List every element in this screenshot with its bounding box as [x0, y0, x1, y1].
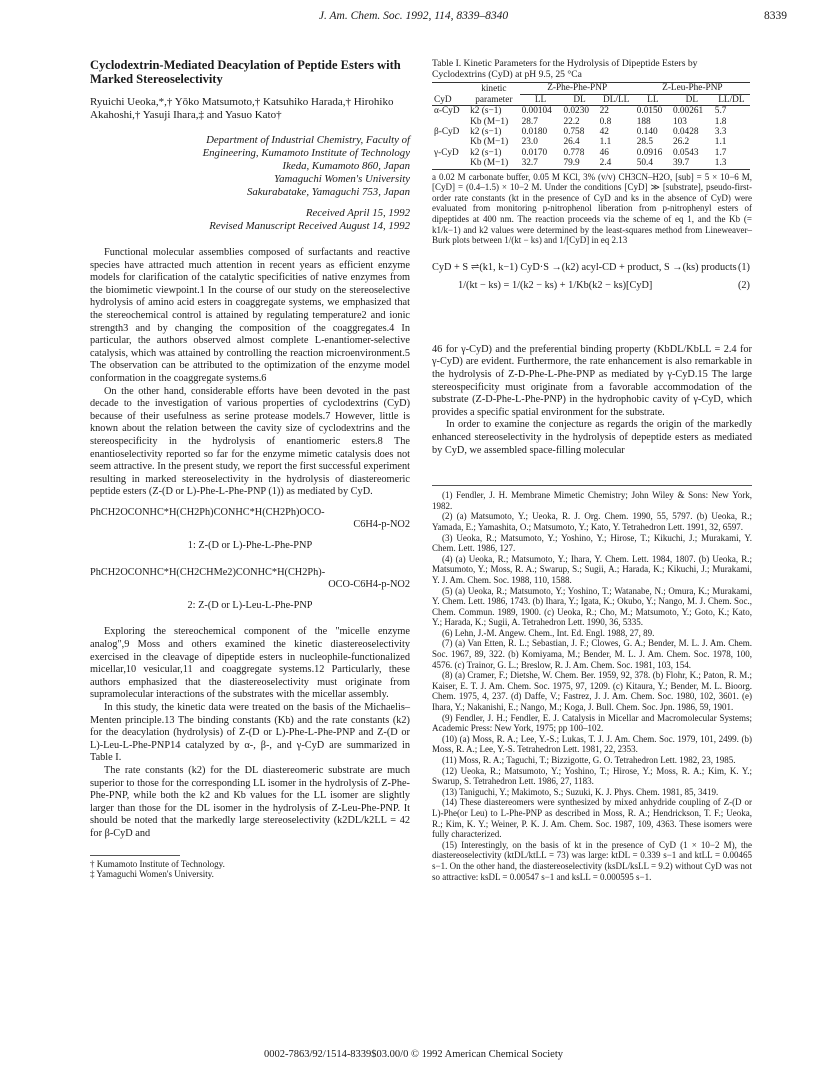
footnote-rule: [90, 855, 180, 856]
affiliation-line: Engineering, Kumamoto Institute of Technology: [202, 147, 410, 159]
table-cell: β-CyD: [434, 127, 460, 138]
body-paragraph: 46 for γ-CyD) and the preferential binding property (KbDL/KbLL = 2.4 for γ-CyD) are evident. Furthermore, the rate enhancement is also remarkable in the hydrolysis of Z-D-Phe-L-Phe-PNP as mediated by γ-CyD.15 The large stereospecificity must originate from a favorable accommodation of the substrate (Z-D-Phe-L-Phe-PNP) in the hydrophobic cavity of γ-CyD, which provides a specific spatial environment for the substrate.: [432, 343, 752, 418]
journal-citation: J. Am. Chem. Soc. 1992, 114, 8339–8340: [318, 10, 509, 22]
table-cell: 39.7: [671, 158, 713, 169]
table-header-cyd: [432, 83, 468, 94]
received-dates: [90, 207, 410, 233]
reference-item: (2) (a) Matsumoto, Y.; Ueoka, R. J. Org. Chem. 1990, 55, 5797. (b) Ueoka, R.; Yamada, E.; Yamashita, O.; Matsumoto, Y.; Kato, Y. Tetrahedron Lett. 1991, 32, 6597.: [432, 511, 752, 532]
structural-formula-1: [90, 507, 410, 532]
reference-item: (4) (a) Ueoka, R.; Matsumoto, Y.; Ihara, Y. Chem. Lett. 1984, 1807. (b) Ueoka, R.; Matsumoto, Y.; Moss, R. A.; Swarup, S.; Sugii, A.; Harada, K.; Kikuchi, J.; Murakami, Y. J. Am. Chem. Soc. 1988, 110, 1588.: [432, 553, 752, 585]
reference-item: (12) Ueoka, R.; Matsumoto, Y.; Yoshino, T.; Hirose, Y.; Moss, R. A.; Kim, K. Y.; Swarup, S. Tetrahedron Lett. 1986, 27, 1183.: [432, 765, 752, 787]
table-cell: 1.8: [714, 116, 727, 127]
body-paragraph: The rate constants (k2) for the DL diastereomeric substrate are much superior to those for the corresponding LL isomer in the hydrolysis of Z-Phe-Phe-PNP, while both the k2 and Kb values for the LL isomer are slightly larger than those for the DL isomer in the hydrolysis of Z-Leu-Phe-PNP. It should be noted that the markedly large stereoselectivity (k2DL/k2LL = 42 for β-CyD and: [90, 764, 410, 839]
table-cell: 0.0543: [672, 147, 699, 158]
formula-line: OCO-C6H4-p-NO2: [328, 579, 410, 591]
right-column: [432, 58, 752, 882]
table-cell: 0.758: [563, 127, 585, 138]
reference-item: (10) (a) Moss, R. A.; Lee, Y.-S.; Lukas, T. J. J. Am. Chem. Soc. 1979, 101, 2499. (b) Moss, R. A.; Lee, Y.-S. Tetrahedron Lett. 1981, 22, 2353.: [432, 733, 752, 755]
compound-label-1: 1: Z-(D or L)-Phe-L-Phe-PNP: [187, 540, 313, 552]
table-cell: 5.7: [714, 106, 727, 117]
structural-formula-2: [90, 567, 410, 592]
formula-line: C6H4-p-NO2: [353, 519, 410, 531]
table-cell: 2.4: [598, 158, 635, 169]
table-cell: [432, 158, 468, 169]
table-subheader: DL/LL: [598, 94, 635, 105]
table-cell: Kb (M−1): [468, 158, 519, 169]
affiliation-line: Sakurabatake, Yamaguchi 753, Japan: [246, 186, 410, 198]
table-cell: 1.3: [713, 158, 750, 169]
table-cell: 0.00261: [672, 106, 704, 117]
table-header-kinetic: kinetic: [468, 83, 519, 94]
equation-text: 1/(kt − ks) = 1/(k2 − ks) + 1/Kb(k2 − ks)[CyD]: [458, 279, 653, 291]
body-paragraph: On the other hand, considerable efforts have been devoted in the past decade to the investigation of various properties of cyclodextrins (CyD) because of their usefulness as serine protease models.7 However, little is known about the relation between the cavity size of cyclodextrins and the stereospecificity in the hydrolysis of enantiomeric esters.8 The enantioselectivity reported so far for the enzyme mimetic catalysis does not seem attractive. In the present study, we report the first successful experiment resulting in marked stereoselectivity in the hydrolysis of diastereomeric peptide esters (Z-(D or L)-Phe-L-Phe-PNP (1)) as mediated by CyD.: [90, 385, 410, 498]
running-header: [0, 10, 827, 28]
table-row: [432, 148, 750, 158]
reference-item: (14) These diastereomers were synthesized by mixed anhydride coupling of Z-(D or L)-Phe(or Leu) to L-Phe-PNP as described in Moss, R. A.; Hendrickson, T. F.; Ueoka, R.; Kim, K. Y.; Weiner, P. K. J. Am. Chem. Soc. 1987, 109, 4363. These isomers were fully characterized.: [432, 797, 752, 840]
table-cell: 0.8: [599, 116, 612, 127]
affiliation-footnote: † Kumamoto Institute of Technology.: [90, 858, 225, 869]
table-cell: 42: [599, 127, 609, 138]
table-cell: 3.3: [714, 127, 727, 138]
affiliation-line: Ikeda, Kumamoto 860, Japan: [282, 160, 410, 172]
table-cell: 26.2: [672, 137, 690, 148]
body-paragraph: In this study, the kinetic data were treated on the basis of the Michaelis–Menten principle.13 The binding constants (Kb) and the rate constants (k2) for the deacylation (hydrolysis) of Z-(D or L)-Phe-L-Phe-PNP and Z-(D or L)-Leu-L-Phe-PNP14 catalyzed by α-, β-, and γ-CyD are summarized in Table I.: [90, 702, 410, 764]
table-cell: Kb (M−1): [470, 137, 509, 148]
table-footnote: a 0.02 M carbonate buffer, 0.05 M KCl, 3% (v/v) CH3CN–H2O, [sub] = 5 × 10−6 M, [CyD] = (0.4–1.5) × 10−2 M. Under the conditions [CyD] ≫ [substrate], pseudo-first-order rate constants (kt in the presence of CyD and ks in the absence of CyD) were evaluated from monitoring p-nitrophenol liberation from p-nitrophenyl esters of dipeptides at 400 nm. The reaction proceeds via the scheme of eq 1, and the Kb (= k1/k−1) and k2 values were determined by the least-squares method from Lineweaver–Burk plots between 1/(kt − ks) and 1/[CyD] in eq 2.13: [432, 171, 752, 246]
table-row: [432, 158, 750, 169]
reference-item: (5) (a) Ueoka, R.; Matsumoto, Y.; Yoshino, T.; Watanabe, N.; Omura, K.; Murakami, Y. Chem. Lett. 1986, 1743. (b) Ihara, Y.; Igata, K.; Okubo, Y.; Nango, M. J. Chem. Soc., Chem. Commun. 1989, 1900. (c) Ueoka, R.; Cho, M.; Matsumoto, Y.; Goto, K.; Kato, Y.; Harada, K.; Sugii, A. Tetrahedron Lett. 1990, 36, 5335.: [432, 585, 752, 628]
table-subheader: LL/DL: [713, 94, 750, 105]
compound-label-2: 2: Z-(D or L)-Leu-L-Phe-PNP: [187, 599, 313, 611]
table-header-parameter: parameter: [468, 94, 519, 105]
table-cell: 103: [672, 116, 687, 127]
reference-item: (8) (a) Cramer, F.; Dietshe, W. Chem. Ber. 1959, 92, 378. (b) Flohr, K.; Paton, R. M.; Kaiser, E. T. J. Am. Chem. Soc. 1975, 97, 1209. (c) Kitaura, Y.; Bender, M. L. Bioorg. Chem. 1975, 4, 237. (d) Daffe, V.; Fastrez, J. J. Am. Chem. Soc. 1980, 102, 3601. (e) Ihara, Y.; Nakanishi, E.; Nango, M.; Koga, J. Bull. Chem. Soc. Jpn. 1986, 59, 1901.: [432, 670, 752, 713]
table-cell: 23.0: [521, 137, 538, 148]
reference-item: (9) Fendler, J. H.; Fendler, E. J. Catalysis in Micellar and Macromolecular Systems; Academic Press: New York, 1975; pp 100–102.: [432, 712, 752, 734]
equation-number: (2): [737, 279, 750, 291]
body-paragraph: Functional molecular assemblies composed of surfactants and reactive species have attracted much attention in recent years as efficient enzyme models for clarification of the catalytic specificities of native enzymes from the biomimetic viewpoint.1 In the course of our study on the stereoselective hydrolysis of amino acid esters in coaggregate systems, we emphasized that the stereochemical control is attained by regulating temperature2 and ionic strength3 and by changing the composition of the coaggregates.4 In particular, the authors observed almost complete L-enantiomer-selective catalysis, which was attained by controlling the reaction microenvironment.5 The observation can be attributed to the optimization of the enzyme model conformation in the coaggregate systems.6: [90, 247, 410, 384]
table-row: [432, 137, 750, 147]
table-subheader: DL: [671, 94, 713, 105]
table-cell: k2 (s−1): [470, 106, 502, 117]
formula-line: PhCH2OCONHC*H(CH2CHMe2)CONHC*H(CH2Ph)-: [90, 566, 326, 578]
table-subheader: LL: [520, 94, 562, 105]
body-paragraph: Exploring the stereochemical component of the "micelle enzyme analog",9 Moss and others examined the kinetic diastereoselectivity exercised in the cleavage of dipeptide esters in nucleophile-functionalized micellar,10 vesicular,11 and coaggregate systems.12 Particularly, these authors emphasized that the diastereoselectivity must originate from supramolecular interactions of the substrates with the micellar assembly.: [90, 626, 410, 701]
reference-item: (1) Fendler, J. H. Membrane Mimetic Chemistry; John Wiley & Sons: New York, 1982.: [432, 490, 752, 511]
table-subheader: DL: [561, 94, 597, 105]
article-title: Cyclodextrin-Mediated Deacylation of Peptide Esters with Marked Stereoselectivity: [90, 58, 401, 86]
table-cell: 1.1: [714, 137, 727, 148]
author-list: Ryuichi Ueoka,*,† Yōko Matsumoto,† Katsuhiko Harada,† Hirohiko Akahoshi,† Yasuji Ihara,‡ and Yasuo Kato†: [90, 96, 394, 121]
table-cell: 28.5: [636, 137, 654, 148]
kinetic-table: [432, 82, 750, 169]
table-row: [432, 117, 750, 127]
equation-1: [432, 262, 752, 278]
affiliation-line: Yamaguchi Women's University: [274, 173, 410, 185]
body-paragraph: In order to examine the conjecture as regards the origin of the markedly enhanced stereoselectivity in the hydrolysis of depeptide esters as mediated by CyD, we assembled space-filling molecular: [432, 419, 752, 456]
table-cell: 28.7: [521, 116, 538, 127]
affiliation-footnote: ‡ Yamaguchi Women's University.: [90, 869, 214, 880]
page-number: 8339: [764, 10, 787, 22]
references-list: [432, 485, 752, 882]
table-cell: 0.0428: [672, 127, 699, 138]
page-footer: 0002-7863/92/1514-8339$03.00/0 © 1992 American Chemical Society: [263, 1049, 564, 1060]
equation-number: (1): [737, 261, 750, 273]
table-cell: 188: [636, 116, 651, 127]
table-cell: 22.2: [563, 116, 580, 127]
table-cell: 79.9: [561, 158, 597, 169]
table-cell: 0.0150: [636, 106, 663, 117]
received-date: Received April 15, 1992: [305, 207, 410, 219]
table-cell: 1.7: [714, 147, 727, 158]
table-caption: Table I. Kinetic Parameters for the Hydrolysis of Dipeptide Esters by Cyclodextrins (CyD) at pH 9.5, 25 °Ca: [432, 58, 698, 81]
reference-item: (13) Taniguchi, Y.; Makimoto, S.; Suzuki, K. J. Phys. Chem. 1981, 85, 3419.: [442, 786, 719, 797]
table-cell: α-CyD: [434, 106, 460, 117]
equation-2: [432, 280, 752, 296]
table-cell: 50.4: [635, 158, 671, 169]
formula-line: PhCH2OCONHC*H(CH2Ph)CONHC*H(CH2Ph)OCO-: [90, 506, 325, 518]
affiliation: [150, 134, 410, 199]
table-cell: Kb (M−1): [470, 116, 509, 127]
table-cell: 0.140: [636, 127, 658, 138]
reference-item: (6) Lehn, J.-M. Angew. Chem., Int. Ed. Engl. 1988, 27, 89.: [442, 627, 655, 638]
table-cell: 0.0180: [521, 127, 548, 138]
table-cell: 0.778: [563, 147, 585, 158]
table-cell: [432, 137, 468, 147]
equation-text: CyD + S ⇌(k1, k−1) CyD·S →(k2) acyl-CD + product, S →(ks) products: [432, 261, 737, 273]
table-cell: 1.1: [599, 137, 612, 148]
table-body: [432, 106, 750, 169]
table-header-leu: Z-Leu-Phe-PNP: [635, 83, 750, 94]
table-cell: 46: [599, 147, 609, 158]
table-subheader: LL: [635, 94, 671, 105]
reference-item: (15) Interestingly, on the basis of kt in the presence of CyD (1 × 10−2 M), the diastereoselectivity (ktDL/ktLL = 73) was large: ktDL = 0.339 s−1 and ktLL = 0.00465 s−1. On the other hand, the diastereoselectivity (ksDL/ksLL = 9.2) without CyD was not so attractive: ksDL = 0.00547 s−1 and ksLL = 0.000595 s−1.: [432, 839, 752, 882]
affiliation-line: Department of Industrial Chemistry, Faculty of: [206, 134, 410, 146]
table-row: [432, 127, 750, 137]
table-cell: 0.0170: [521, 147, 548, 158]
table-cell: k2 (s−1): [470, 147, 502, 158]
left-column: [90, 58, 410, 880]
table-cell: 0.0916: [636, 147, 663, 158]
table-cell: 0.0230: [563, 106, 590, 117]
table-cell: 22: [599, 106, 609, 117]
table-cell: 0.00104: [521, 106, 552, 117]
reference-item: (11) Moss, R. A.; Taguchi, T.; Bizzigotte, G. O. Tetrahedron Lett. 1982, 23, 1985.: [442, 755, 736, 765]
table-cell: 26.4: [563, 137, 580, 148]
reference-item: (7) (a) Van Etten, R. L.; Sebastian, J. F.; Clowes, G. A.; Bender, M. L. J. Am. Chem. Soc. 1967, 89, 322. (b) Komiyama, M.; Bender, M. L. J. Am. Chem. Soc. 1978, 100, 4576. (c) Trainor, G. L.; Breslow, R. J. Am. Chem. Soc. 1981, 103, 154.: [432, 638, 752, 670]
table-header-phe: Z-Phe-Phe-PNP: [520, 83, 635, 94]
table-cell: k2 (s−1): [470, 127, 502, 138]
table-cell: γ-CyD: [434, 147, 459, 158]
revised-date: Revised Manuscript Received August 14, 1992: [209, 220, 410, 232]
table-row: [432, 106, 750, 117]
table-cell: 32.7: [520, 158, 562, 169]
reference-item: (3) Ueoka, R.; Matsumoto, Y.; Yoshino, Y.; Hirose, T.; Kikuchi, J.; Murakami, Y. Chem. Lett. 1986, 127.: [432, 532, 752, 554]
table-cell: [432, 117, 468, 127]
table-header-cyd: CyD: [432, 94, 468, 105]
